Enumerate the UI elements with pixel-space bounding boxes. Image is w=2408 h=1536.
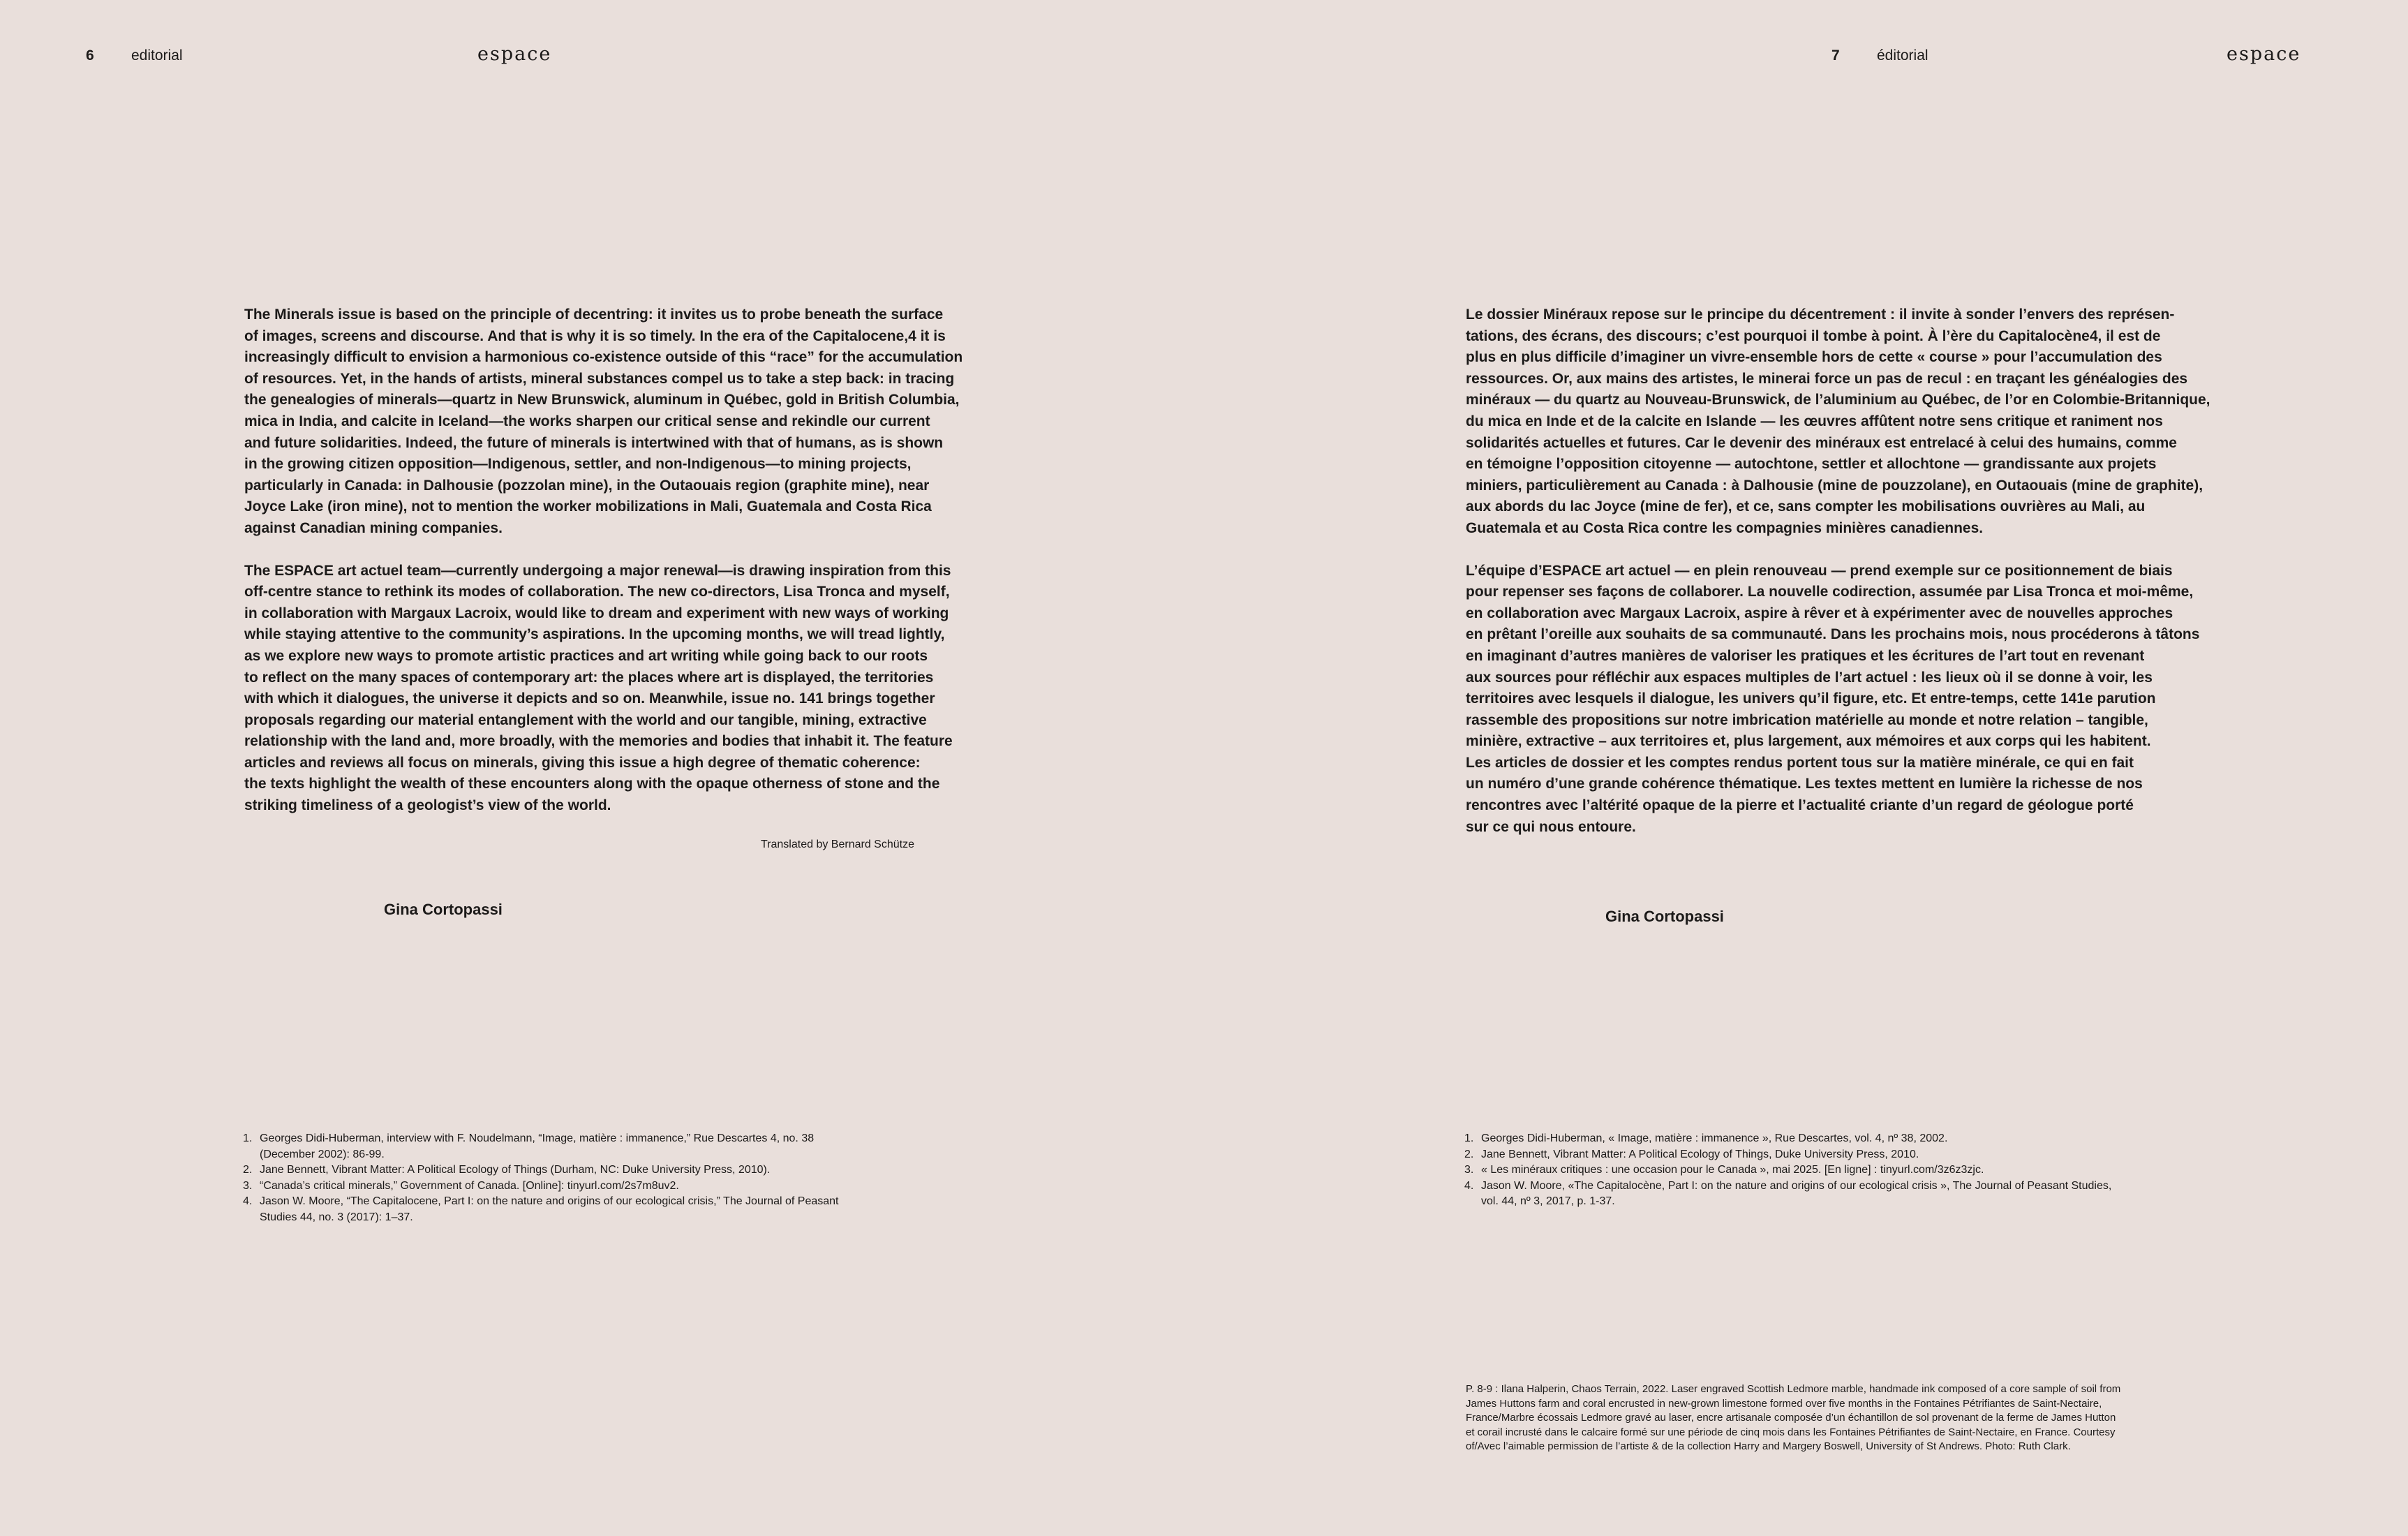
text-line: increasingly difficult to envision a harmonious co-existence outside of this “race” for the accumulation xyxy=(244,349,963,366)
paragraph-2 xyxy=(1466,561,2200,839)
caption-line: et corail incrusté dans le calcaire formé sur une période de cinq mois dans les Fontaines Pétrifiantes de Saint-Nectaire, en France. Courtesy xyxy=(1466,1426,2116,1438)
author-signature: Gina Cortopassi xyxy=(384,901,503,918)
text-line: against Canadian mining companies. xyxy=(244,519,503,536)
text-line: The Minerals issue is based on the principle of decentring: it invites us to probe beneath the surface xyxy=(244,307,944,323)
text-line: particularly in Canada: in Dalhousie (pozzolan mine), in the Outaouais region (graphite mine), near xyxy=(244,477,930,494)
text-line: rassemble des propositions sur notre imbrication matérielle au monde et notre relation – tangible, xyxy=(1466,711,2148,728)
paragraph-1 xyxy=(244,304,963,540)
footnote-number: 3. xyxy=(1464,1164,1474,1176)
text-line: articles and reviews all focus on minerals, giving this issue a high degree of thematic coherence: xyxy=(244,754,921,771)
text-line: the texts highlight the wealth of these encounters along with the opaque otherness of stone and the xyxy=(244,776,940,792)
text-line: sur ce qui nous entoure. xyxy=(1466,818,1636,835)
footnote-text: Jason W. Moore, “The Capitalocene, Part I: on the nature and origins of our ecological crisis,” The Journal of Peasant xyxy=(260,1195,839,1207)
footnote-text: Georges Didi-Huberman, « Image, matière : immanence », Rue Descartes, vol. 4, nº 38, 2002. xyxy=(1481,1132,1948,1144)
text-line: en prêtant l’oreille aux souhaits de sa communauté. Dans les prochains mois, nous procéderons à tâtons xyxy=(1466,626,2200,643)
image-caption xyxy=(1466,1382,2120,1454)
footnote-number: 1. xyxy=(1464,1132,1474,1144)
text-line: of images, screens and discourse. And that is why it is so timely. In the era of the Capitalocene,4 it is xyxy=(244,327,946,344)
text-line: rencontres avec l’altérité opaque de la pierre et l’actualité criante d’un regard de géologue porté xyxy=(1466,797,2134,814)
footnote-item xyxy=(1464,1131,2111,1147)
text-line: aux abords du lac Joyce (mine de fer), et ce, sans compter les mobilisations ouvrières au Mali, au xyxy=(1466,499,2146,515)
page-number: 6 xyxy=(86,47,94,64)
editorial-body-en xyxy=(244,304,963,838)
translation-credit: Translated by Bernard Schütze xyxy=(761,839,914,850)
text-line: with which it dialogues, the universe it depicts and so on. Meanwhile, issue no. 141 brings together xyxy=(244,691,935,707)
text-line: L’équipe d’ESPACE art actuel — en plein renouveau — prend exemple sur ce positionnement de biais xyxy=(1466,562,2173,579)
footnote-number: 1. xyxy=(243,1132,253,1144)
right-page xyxy=(1204,0,2408,1536)
caption-line: France/Marbre écossais Ledmore gravé au laser, encre artisanale composée d’un échantillon de sol provenant de la ferme de James Hutton xyxy=(1466,1412,2116,1424)
text-line: en témoigne l’opposition citoyenne — autochtone, settler et allochtone — grandissante aux projets xyxy=(1466,456,2157,473)
footnote-item xyxy=(1464,1147,2111,1163)
text-line: pour repenser ses façons de collaborer. La nouvelle codirection, assumée par Lisa Tronca et moi-même, xyxy=(1466,584,2194,600)
footnote-number: 4. xyxy=(243,1195,253,1207)
text-line: Guatemala et au Costa Rica contre les compagnies minières canadiennes. xyxy=(1466,519,1984,536)
masthead-logo: espace xyxy=(2227,43,2301,65)
text-line: un numéro d’une grande cohérence thématique. Les textes mettent en lumière la richesse de nos xyxy=(1466,776,2143,792)
footnote-item xyxy=(243,1131,838,1162)
footnote-text: Studies 44, no. 3 (2017): 1–37. xyxy=(260,1211,413,1223)
section-label: éditorial xyxy=(1877,47,1928,64)
text-line: ressources. Or, aux mains des artistes, le minerai force un pas de recul : en traçant les généalogies des xyxy=(1466,370,2188,387)
footnote-text: (December 2002): 86-99. xyxy=(260,1148,385,1160)
text-line: tations, des écrans, des discours; c’est pourquoi il tombe à point. À l’ère du Capitalocène4, il est de xyxy=(1466,327,2161,344)
footnote-text: « Les minéraux critiques : une occasion pour le Canada », mai 2025. [En ligne] : tinyurl.com/3z6z3zjc. xyxy=(1481,1164,1984,1176)
caption-line: James Huttons farm and coral encrusted in new-grown limestone formed over five months in the Fontaines Pétrifiantes de Saint-Nectaire, xyxy=(1466,1397,2102,1410)
text-line: in collaboration with Margaux Lacroix, would like to dream and experiment with new ways of working xyxy=(244,605,949,621)
text-line: minière, extractive – aux territoires et, plus largement, aux mémoires et aux corps qui les habitent. xyxy=(1466,733,2151,750)
footnote-item xyxy=(243,1179,838,1195)
text-line: territoires avec lesquels il dialogue, les univers qu’il figure, etc. Et entre-temps, cette 141e parution xyxy=(1466,691,2156,707)
text-line: minéraux — du quartz au Nouveau-Brunswick, de l’aluminium au Québec, de l’or en Colombie-Britannique, xyxy=(1466,392,2210,408)
footnote-text: “Canada’s critical minerals,” Government of Canada. [Online]: tinyurl.com/2s7m8uv2. xyxy=(260,1179,679,1192)
footnote-item xyxy=(243,1194,838,1225)
paragraph-1 xyxy=(1466,304,2210,540)
footnote-text: Jane Bennett, Vibrant Matter: A Political Ecology of Things (Durham, NC: Duke University Press, 2010). xyxy=(260,1164,771,1176)
text-line: aux sources pour réfléchir aux espaces multiples de l’art actuel : les lieux où il se donne à voir, les xyxy=(1466,669,2153,686)
text-line: Joyce Lake (iron mine), not to mention the worker mobilizations in Mali, Guatemala and Costa Rica xyxy=(244,499,932,515)
section-label: editorial xyxy=(131,47,183,64)
footnote-text: Jane Bennett, Vibrant Matter: A Political Ecology of Things, Duke University Press, 2010. xyxy=(1481,1148,1919,1160)
text-line: mica in India, and calcite in Iceland—the works sharpen our critical sense and rekindle our current xyxy=(244,413,930,429)
footnotes-fr xyxy=(1464,1131,2111,1210)
masthead-logo: espace xyxy=(477,43,552,65)
text-line: en collaboration avec Margaux Lacroix, aspire à rêver et à expérimenter avec de nouvelles approches xyxy=(1466,605,2173,621)
text-line: The ESPACE art actuel team—currently undergoing a major renewal—is drawing inspiration from this xyxy=(244,562,951,579)
footnote-number: 2. xyxy=(243,1164,253,1176)
footnote-number: 3. xyxy=(243,1179,253,1192)
page-number: 7 xyxy=(1831,47,1840,64)
footnote-item xyxy=(1464,1162,2111,1179)
caption-line: of/Avec l’aimable permission de l’artiste & de la collection Harry and Margery Boswell, University of St Andrews. Photo: Ruth Clark. xyxy=(1466,1440,2071,1452)
footnote-item xyxy=(243,1162,838,1179)
text-line: proposals regarding our material entanglement with the world and our tangible, mining, extractive xyxy=(244,711,927,728)
footnote-text: Jason W. Moore, «The Capitalocène, Part I: on the nature and origins of our ecological crisis », The Journal of Peasant Studies, xyxy=(1481,1179,2112,1192)
footnote-text: vol. 44, nº 3, 2017, p. 1-37. xyxy=(1481,1195,1615,1207)
text-line: as we explore new ways to promote artistic practices and art writing while going back to our roots xyxy=(244,647,928,664)
text-line: Les articles de dossier et les comptes rendus portent tous sur la matière minérale, ce qui en fait xyxy=(1466,754,2134,771)
text-line: solidarités actuelles et futures. Car le devenir des minéraux est entrelacé à celui des humains, comme xyxy=(1466,434,2177,451)
text-line: relationship with the land and, more broadly, with the memories and bodies that inhabit it. The feature xyxy=(244,733,953,750)
footnotes-en xyxy=(243,1131,838,1225)
text-line: in the growing citizen opposition—Indigenous, settler, and non-Indigenous—to mining projects, xyxy=(244,456,912,473)
editorial-body-fr xyxy=(1466,304,2210,859)
text-line: miniers, particulièrement au Canada : à Dalhousie (mine de pouzzolane), en Outaouais (mine de graphite), xyxy=(1466,477,2203,494)
text-line: to reflect on the many spaces of contemporary art: the places where art is displayed, the territories xyxy=(244,669,934,686)
text-line: the genealogies of minerals—quartz in New Brunswick, aluminum in Québec, gold in British Columbia, xyxy=(244,392,960,408)
text-line: and future solidarities. Indeed, the future of minerals is intertwined with that of humans, as is shown xyxy=(244,434,944,451)
text-line: en imaginant d’autres manières de valoriser les pratiques et les écritures de l’art tout en revenant xyxy=(1466,647,2145,664)
text-line: striking timeliness of a geologist’s view of the world. xyxy=(244,797,611,814)
text-line: du mica en Inde et de la calcite en Islande — les œuvres affûtent notre sens critique et raniment nos xyxy=(1466,413,2163,429)
author-signature: Gina Cortopassi xyxy=(1605,908,1724,925)
text-line: while staying attentive to the community’s aspirations. In the upcoming months, we will tread lightly, xyxy=(244,626,945,643)
text-line: plus en plus difficile d’imaginer un vivre-ensemble hors de cette « course » pour l’accumulation des xyxy=(1466,349,2162,366)
text-line: of resources. Yet, in the hands of artists, mineral substances compel us to take a step back: in tracing xyxy=(244,370,955,387)
text-line: Le dossier Minéraux repose sur le principe du décentrement : il invite à sonder l’envers des représen- xyxy=(1466,307,2175,323)
footnote-item xyxy=(1464,1179,2111,1210)
footnote-number: 4. xyxy=(1464,1179,1474,1192)
text-line: off-centre stance to rethink its modes of collaboration. The new co-directors, Lisa Tronca and myself, xyxy=(244,584,950,600)
footnote-number: 2. xyxy=(1464,1148,1474,1160)
paragraph-2 xyxy=(244,561,956,817)
footnote-text: Georges Didi-Huberman, interview with F. Noudelmann, “Image, matière : immanence,” Rue Descartes 4, no. 38 xyxy=(260,1132,815,1144)
caption-line: P. 8-9 : Ilana Halperin, Chaos Terrain, 2022. Laser engraved Scottish Ledmore marble, handmade ink composed of a core sample of soil from xyxy=(1466,1383,2121,1395)
